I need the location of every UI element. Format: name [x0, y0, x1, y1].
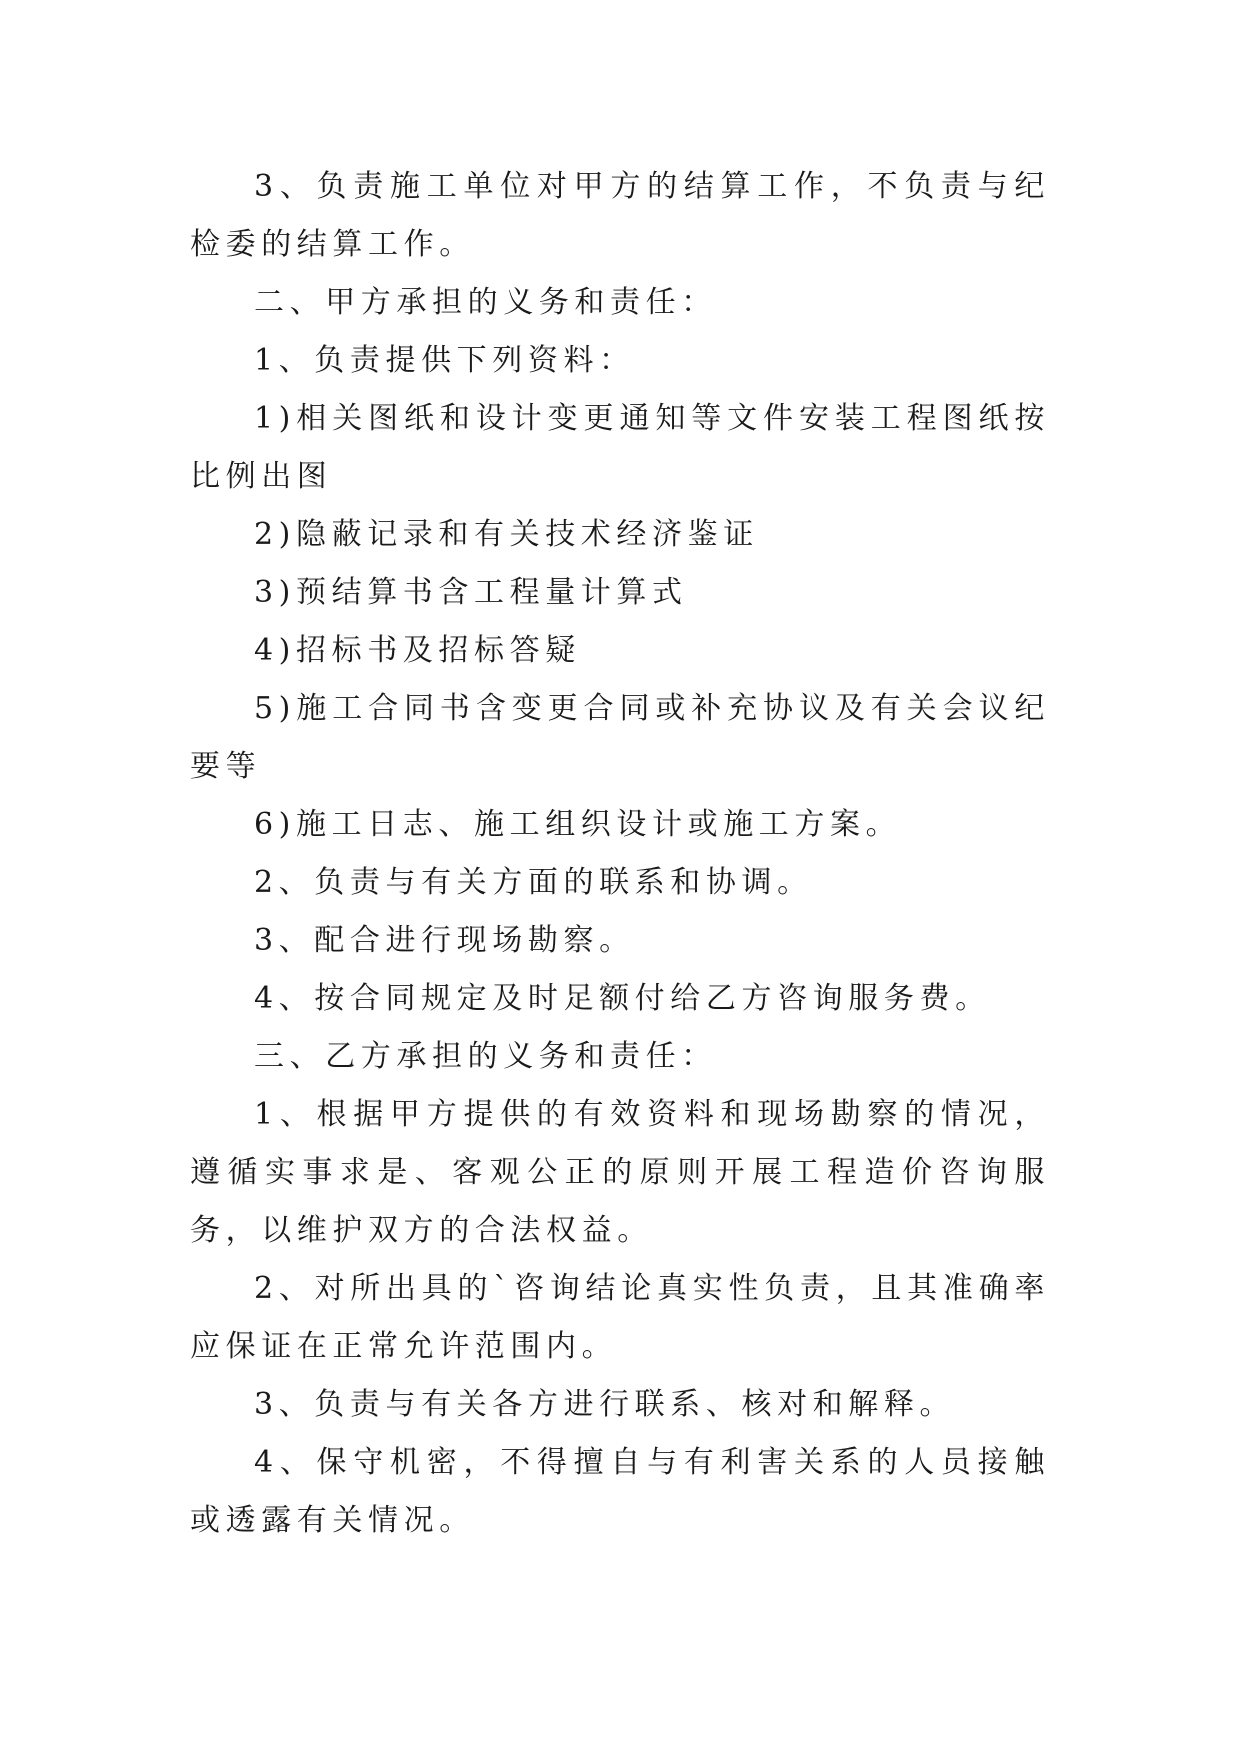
- paragraph-confidentiality: 4、保守机密，不得擅自与有利害关系的人员接触或透露有关情况。: [190, 1445, 1050, 1538]
- list-item-concealed-records: 2)隐蔽记录和有关技术经济鉴证: [254, 517, 759, 552]
- list-item-tender-documents: 4)招标书及招标答疑: [254, 633, 581, 668]
- paragraph-accuracy: 2、对所出具的`咨询结论真实性负责，且其准确率应保证在正常允许范围内。: [190, 1271, 1050, 1364]
- paragraph-consulting-service: 1、根据甲方提供的有效资料和现场勘察的情况，遵循实事求是、客观公正的原则开展工程造价咨询服务，以维护双方的合法权益。: [190, 1097, 1050, 1248]
- document-body: [190, 158, 1050, 1550]
- paragraph-settlement-scope: 3、负责施工单位对甲方的结算工作，不负责与纪检委的结算工作。: [190, 169, 1050, 262]
- list-item-drawings: 1)相关图纸和设计变更通知等文件安装工程图纸按比例出图: [190, 401, 1050, 494]
- paragraph-verification: 3、负责与有关各方进行联系、核对和解释。: [254, 1387, 956, 1422]
- list-item-construction-contract: 5)施工合同书含变更合同或补充协议及有关会议纪要等: [190, 691, 1050, 784]
- paragraph-site-survey: 3、配合进行现场勘察。: [254, 923, 635, 958]
- paragraph-liaison: 2、负责与有关方面的联系和协调。: [254, 865, 813, 900]
- paragraph-payment: 4、按合同规定及时足额付给乙方咨询服务费。: [254, 981, 991, 1016]
- heading-party-a-obligations: 二、甲方承担的义务和责任：: [254, 285, 717, 320]
- paragraph-provide-materials: 1、负责提供下列资料：: [254, 343, 635, 378]
- list-item-budget-settlement: 3)预结算书含工程量计算式: [254, 575, 688, 610]
- heading-party-b-obligations: 三、乙方承担的义务和责任：: [254, 1039, 717, 1074]
- list-item-construction-log: 6)施工日志、施工组织设计或施工方案。: [254, 807, 902, 842]
